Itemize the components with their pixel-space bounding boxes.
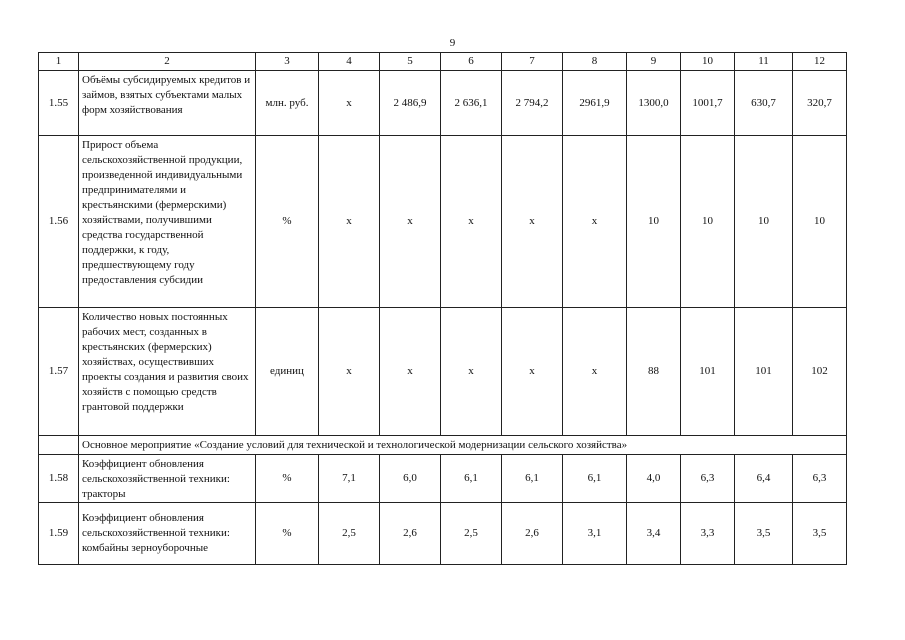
- unit-cell: %: [256, 455, 319, 503]
- row-number: 1.57: [39, 308, 79, 436]
- value-cell: 10: [793, 136, 847, 308]
- table-row: [39, 71, 847, 136]
- header-cell: 4: [319, 53, 380, 71]
- row-number: 1.56: [39, 136, 79, 308]
- value-cell: 3,3: [681, 502, 735, 564]
- value-cell: 101: [735, 308, 793, 436]
- header-cell: 11: [735, 53, 793, 71]
- value-cell: х: [563, 308, 627, 436]
- value-cell: 6,1: [502, 455, 563, 503]
- value-cell: 88: [627, 308, 681, 436]
- value-cell: 2 486,9: [380, 71, 441, 136]
- value-cell: 2,6: [502, 502, 563, 564]
- value-cell: х: [380, 308, 441, 436]
- value-cell: 630,7: [735, 71, 793, 136]
- indicator-name: Коэффициент обновления сельскохозяйственной техники: тракторы: [79, 455, 256, 503]
- section-row: [39, 436, 847, 455]
- value-cell: 3,4: [627, 502, 681, 564]
- header-cell: 3: [256, 53, 319, 71]
- value-cell: 6,0: [380, 455, 441, 503]
- value-cell: х: [502, 308, 563, 436]
- indicators-table: [38, 52, 847, 565]
- value-cell: 6,3: [793, 455, 847, 503]
- value-cell: 6,1: [563, 455, 627, 503]
- table-row: [39, 455, 847, 503]
- value-cell: х: [441, 136, 502, 308]
- indicator-name: Коэффициент обновления сельскохозяйственной техники: комбайны зерноуборочные: [79, 502, 256, 564]
- value-cell: 10: [735, 136, 793, 308]
- value-cell: 2,6: [380, 502, 441, 564]
- value-cell: х: [319, 308, 380, 436]
- value-cell: х: [441, 308, 502, 436]
- value-cell: 10: [627, 136, 681, 308]
- unit-cell: единиц: [256, 308, 319, 436]
- value-cell: 101: [681, 308, 735, 436]
- unit-cell: млн. руб.: [256, 71, 319, 136]
- header-cell: 5: [380, 53, 441, 71]
- value-cell: 2,5: [319, 502, 380, 564]
- indicator-name: Объёмы субсидируемых кредитов и займов, взятых субъектами малых форм хозяйствования: [79, 71, 256, 136]
- section-title: Основное мероприятие «Создание условий для технической и технологической модернизации сельского хозяйства»: [79, 436, 847, 455]
- value-cell: х: [563, 136, 627, 308]
- value-cell: 7,1: [319, 455, 380, 503]
- value-cell: 2,5: [441, 502, 502, 564]
- value-cell: х: [380, 136, 441, 308]
- header-cell: 7: [502, 53, 563, 71]
- unit-cell: %: [256, 502, 319, 564]
- value-cell: 3,1: [563, 502, 627, 564]
- row-number: 1.59: [39, 502, 79, 564]
- value-cell: 2961,9: [563, 71, 627, 136]
- value-cell: 1300,0: [627, 71, 681, 136]
- unit-cell: %: [256, 136, 319, 308]
- table-row: [39, 308, 847, 436]
- section-number-cell: [39, 436, 79, 455]
- header-cell: 9: [627, 53, 681, 71]
- header-cell: 8: [563, 53, 627, 71]
- indicator-name: Прирост объема сельскохозяйственной продукции, произведенной индивидуальными предпринимателями и крестьянскими (фермерскими) хозяйствами, получившими средства государственной поддержки, к году, предшествующему году предоставления субсидии: [79, 136, 256, 308]
- value-cell: 6,3: [681, 455, 735, 503]
- header-cell: 10: [681, 53, 735, 71]
- header-cell: 6: [441, 53, 502, 71]
- value-cell: 10: [681, 136, 735, 308]
- value-cell: 6,1: [441, 455, 502, 503]
- value-cell: х: [502, 136, 563, 308]
- header-row: [39, 53, 847, 71]
- value-cell: 2 636,1: [441, 71, 502, 136]
- value-cell: 102: [793, 308, 847, 436]
- header-cell: 12: [793, 53, 847, 71]
- row-number: 1.55: [39, 71, 79, 136]
- value-cell: 2 794,2: [502, 71, 563, 136]
- value-cell: 3,5: [793, 502, 847, 564]
- header-cell: 1: [39, 53, 79, 71]
- value-cell: 4,0: [627, 455, 681, 503]
- table-row: [39, 136, 847, 308]
- indicator-name: Количество новых постоянных рабочих мест, созданных в крестьянских (фермерских) хозяйствах, осуществивших проекты создания и развития своих хозяйств с помощью средств грантовой поддержки: [79, 308, 256, 436]
- table-row: [39, 502, 847, 564]
- value-cell: 320,7: [793, 71, 847, 136]
- row-number: 1.58: [39, 455, 79, 503]
- value-cell: 6,4: [735, 455, 793, 503]
- page-number: 9: [449, 37, 456, 49]
- value-cell: 1001,7: [681, 71, 735, 136]
- value-cell: 3,5: [735, 502, 793, 564]
- value-cell: х: [319, 136, 380, 308]
- header-cell: 2: [79, 53, 256, 71]
- value-cell: х: [319, 71, 380, 136]
